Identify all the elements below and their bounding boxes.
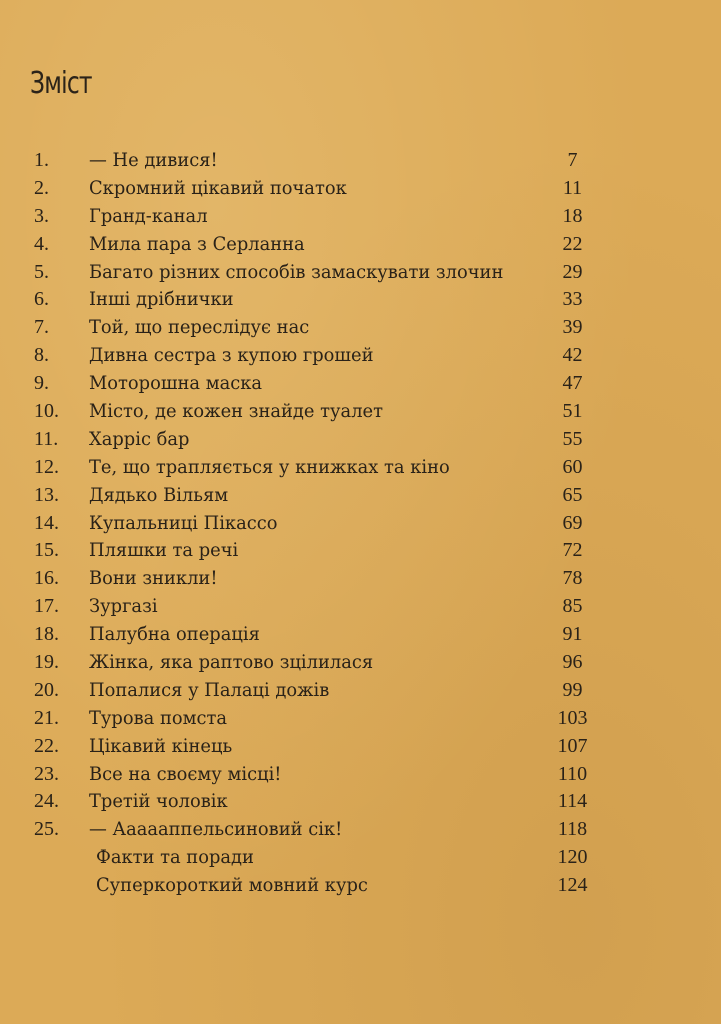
toc-entry: [0, 425, 721, 453]
toc-entry-page: 78: [562, 567, 583, 590]
toc-entry-number: 7.: [34, 316, 49, 339]
toc-entry-page: 18: [562, 204, 583, 227]
toc-entry-title: Зургазі: [89, 595, 158, 618]
toc-entry: [0, 202, 721, 230]
toc-entry-title: Вони зникли!: [89, 567, 218, 590]
toc-entry: [0, 230, 721, 258]
toc-entry-title: Купальниці Пікассо: [89, 511, 278, 534]
toc-entry-page: 51: [562, 400, 583, 423]
toc-entry: [0, 341, 721, 369]
toc-entry-number: 5.: [34, 260, 49, 283]
toc-entry-number: 16.: [34, 567, 59, 590]
toc-entry: [0, 871, 721, 899]
toc-entry-number: 23.: [34, 762, 59, 785]
toc-entry-page: 91: [562, 623, 583, 646]
page-title: Зміст: [30, 66, 92, 101]
toc-entry-number: 10.: [34, 400, 59, 423]
toc-entry-number: 11.: [34, 427, 59, 450]
toc-entry: [0, 648, 721, 676]
toc-entry-page: 47: [562, 372, 583, 395]
toc-entry-page: 72: [562, 539, 583, 562]
toc-entry: [0, 481, 721, 509]
toc-entry-page: 118: [557, 818, 588, 841]
toc-entry-title: Суперкороткий мовний курс: [96, 874, 368, 897]
toc-entry-title: Третій чоловік: [89, 790, 228, 813]
toc-entry-page: 29: [562, 260, 583, 283]
toc-entry-page: 110: [557, 762, 588, 785]
toc-entry-page: 103: [557, 706, 588, 729]
toc-entry: [0, 815, 721, 843]
toc-entry-title: Пляшки та речі: [89, 539, 239, 562]
toc-entry-page: 124: [557, 874, 588, 897]
toc-entry-title: Той, що переслідує нас: [89, 316, 310, 339]
toc-entry-number: 3.: [34, 204, 49, 227]
toc-entry: [0, 453, 721, 481]
toc-entry-title: Дивна сестра з купою грошей: [89, 344, 374, 367]
toc-entry: [0, 620, 721, 648]
toc-entry-number: 18.: [34, 623, 59, 646]
toc-entry-number: 9.: [34, 372, 49, 395]
toc-entry-number: 6.: [34, 288, 49, 311]
toc-entry-page: 42: [562, 344, 583, 367]
toc-entry-page: 69: [562, 511, 583, 534]
toc-entry-page: 120: [557, 846, 588, 869]
toc-entry-number: 13.: [34, 483, 59, 506]
toc-entry: [0, 174, 721, 202]
toc-entry: [0, 760, 721, 788]
toc-entry-title: Турова помста: [89, 706, 228, 729]
toc-entry-number: 17.: [34, 595, 59, 618]
toc-entry-title: Скромний цікавий початок: [89, 176, 347, 199]
toc-entry-number: 15.: [34, 539, 59, 562]
toc-entry-page: 39: [562, 316, 583, 339]
toc-entry-page: 33: [562, 288, 583, 311]
toc-entry-title: — Аааааппельсиновий сік!: [89, 818, 343, 841]
toc-entry-page: 7: [567, 149, 578, 171]
toc-entry-page: 11: [562, 176, 583, 199]
toc-entry-page: 99: [562, 678, 583, 701]
toc-entry-page: 96: [562, 651, 583, 674]
toc-entry: [0, 285, 721, 313]
toc-entry-number: 22.: [34, 734, 59, 757]
table-of-contents: [0, 146, 721, 899]
toc-entry-title: Попалися у Палаці дожів: [89, 678, 330, 701]
toc-entry: [0, 313, 721, 341]
toc-entry: [0, 258, 721, 286]
toc-entry-number: 20.: [34, 678, 59, 701]
toc-entry-page: 65: [562, 483, 583, 506]
toc-entry-number: 12.: [34, 455, 59, 478]
toc-entry-title: Палубна операція: [89, 623, 260, 646]
toc-entry-title: Мила пара з Серланна: [89, 232, 305, 255]
toc-entry: [0, 592, 721, 620]
toc-entry: [0, 397, 721, 425]
toc-entry-page: 107: [557, 734, 588, 757]
toc-entry: [0, 787, 721, 815]
toc-entry: [0, 146, 721, 174]
toc-entry: [0, 564, 721, 592]
toc-entry-number: 8.: [34, 344, 49, 367]
toc-entry-title: Факти та поради: [96, 846, 254, 869]
toc-entry-page: 60: [562, 455, 583, 478]
toc-entry: [0, 704, 721, 732]
toc-entry-number: 25.: [34, 818, 59, 841]
toc-entry-title: Цікавий кінець: [89, 734, 233, 757]
toc-entry-page: 85: [562, 595, 583, 618]
toc-entry: [0, 843, 721, 871]
toc-entry-page: 114: [557, 790, 588, 813]
toc-entry-number: 2.: [34, 176, 49, 199]
toc-entry: [0, 536, 721, 564]
toc-entry-number: 19.: [34, 651, 59, 674]
toc-entry-page: 22: [562, 232, 583, 255]
toc-entry-title: Харріс бар: [89, 427, 190, 450]
toc-entry: [0, 676, 721, 704]
toc-entry-title: Гранд-канал: [89, 204, 208, 227]
toc-entry-title: Дядько Вільям: [89, 483, 229, 506]
toc-entry-number: 21.: [34, 706, 59, 729]
toc-entry-title: Те, що трапляється у книжках та кіно: [89, 455, 450, 478]
toc-entry-title: Багато різних способів замаскувати злочин: [89, 260, 504, 283]
toc-entry-title: — Не дивися!: [89, 149, 218, 171]
toc-entry-title: Все на своєму місці!: [89, 762, 282, 785]
toc-entry-title: Інші дрібнички: [89, 288, 234, 311]
toc-entry-title: Місто, де кожен знайде туалет: [89, 400, 384, 423]
toc-entry-title: Жінка, яка раптово зцілилася: [89, 651, 374, 674]
toc-entry: [0, 732, 721, 760]
toc-entry-number: 14.: [34, 511, 59, 534]
toc-entry-number: 24.: [34, 790, 59, 813]
toc-entry-title: Моторошна маска: [89, 372, 263, 395]
toc-entry: [0, 369, 721, 397]
toc-entry-page: 55: [562, 427, 583, 450]
toc-entry: [0, 509, 721, 537]
toc-entry-number: 1.: [34, 149, 49, 171]
toc-entry-number: 4.: [34, 232, 49, 255]
